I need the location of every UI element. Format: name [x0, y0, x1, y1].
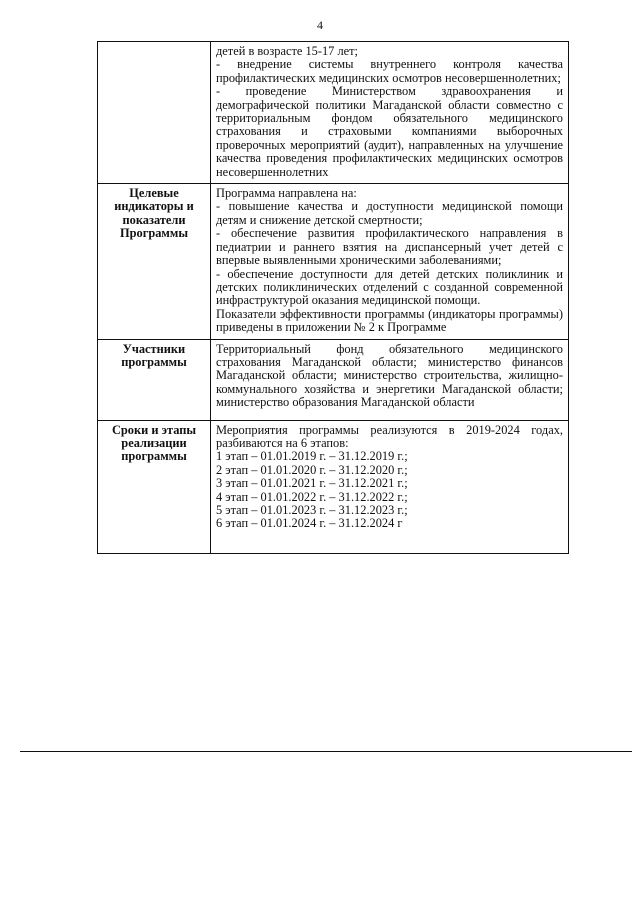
content-paragraph: Программа направлена на: [216, 186, 357, 201]
row-content [211, 184, 569, 339]
stage-item: 2 этап – 01.01.2020 г. – 31.12.2020 г.; [216, 462, 408, 477]
row-label: Сроки и этапы реализации программы [98, 420, 211, 553]
content-paragraph: Показатели эффективности программы (индикаторы программы) приведены в приложении № 2 к Программе [216, 306, 563, 335]
content-paragraph: - проведение Министерством здравоохранения и демографической политики Магаданской области совместно с территориальным фондом обязательного медицинского страхования и страховыми компаниями выборочных проверочных мероприятий (аудит), направленных на улучшение качества проведения профилактических медицинских осмотров несовершеннолетних [216, 84, 563, 179]
row-content [211, 420, 569, 553]
stage-item: 1 этап – 01.01.2019 г. – 31.12.2019 г.; [216, 449, 408, 464]
page-number: 4 [317, 18, 323, 32]
content-paragraph: - повышение качества и доступности медицинской помощи детям и снижение детской смертности; [216, 199, 563, 227]
content-paragraph: Мероприятия программы реализуются в 2019-2024 годах, разбиваются на 6 этапов: [216, 422, 563, 450]
program-passport-table [97, 41, 569, 554]
table-row [98, 420, 569, 553]
footer-divider [20, 751, 632, 752]
content-paragraph: - обеспечение доступности для детей детских поликлиник и детских поликлинических отделений с созданной современной инфраструктурой оказания медицинской помощи. [216, 266, 563, 308]
stage-item: 6 этап – 01.01.2024 г. – 31.12.2024 г [216, 516, 403, 531]
table-row [98, 339, 569, 420]
stage-item: 4 этап – 01.01.2022 г. – 31.12.2022 г.; [216, 489, 408, 504]
content-paragraph: Территориальный фонд обязательного медицинского страхования Магаданской области; министерство финансов Магаданской области; министерство строительства, жилищно-коммунального хозяйства и энергетики Магаданской области; министерство образования Магаданской области [216, 341, 563, 410]
content-paragraph: - обеспечение развития профилактического направления в педиатрии и раннего взятия на диспансерный учет детей с впервые выявленными хроническими заболеваниями; [216, 226, 563, 268]
table-row [98, 42, 569, 184]
content-paragraph: - внедрение системы внутреннего контроля качества профилактических медицинских осмотров несовершеннолетних; [216, 57, 563, 85]
row-label: Участники программы [98, 339, 211, 420]
row-label [98, 42, 211, 184]
content-paragraph: детей в возрасте 15-17 лет; [216, 44, 359, 58]
row-content [211, 339, 569, 420]
row-label: Целевые индикаторы и показатели Программы [98, 184, 211, 339]
stage-item: 3 этап – 01.01.2021 г. – 31.12.2021 г.; [216, 476, 408, 491]
table-row [98, 184, 569, 339]
row-content [211, 42, 569, 184]
stage-item: 5 этап – 01.01.2023 г. – 31.12.2023 г.; [216, 503, 408, 517]
